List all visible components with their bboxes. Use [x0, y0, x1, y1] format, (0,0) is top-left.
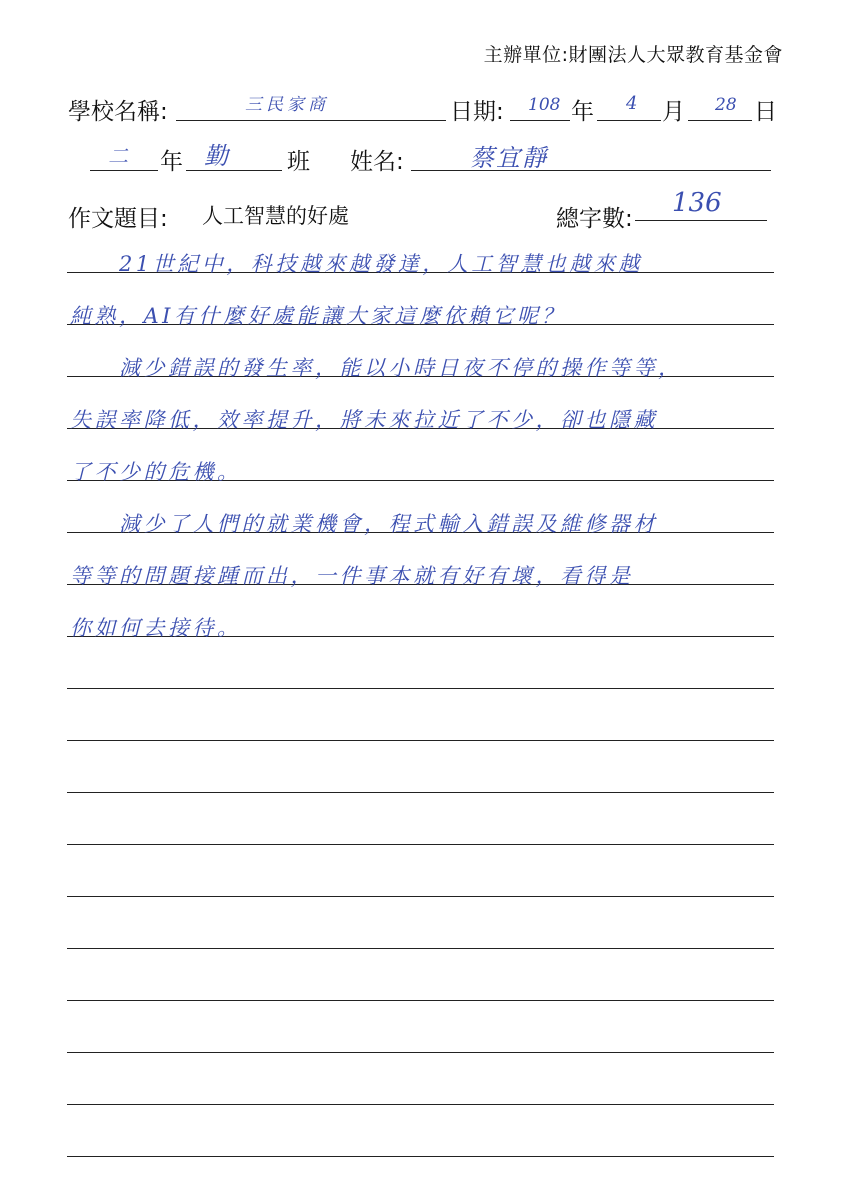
name-label: 姓名:	[350, 149, 404, 175]
essay-line-8: 你如何去接待。	[70, 616, 242, 640]
essay-line-7: 等等的問題接踵而出，一件事本就有好有壞，看得是	[70, 564, 634, 588]
topic-value: 人工智慧的好處	[202, 204, 349, 228]
organizer-header: 主辦單位:財團法人大眾教育基金會	[483, 44, 783, 66]
essay-line-5: 了不少的危機。	[70, 460, 242, 484]
ruled-line	[67, 1052, 774, 1053]
essay-line-1: 21世紀中，科技越來越發達，人工智慧也越來越	[70, 252, 643, 276]
class-underline	[186, 170, 282, 171]
school-label: 學校名稱:	[68, 99, 168, 125]
date-month-value[interactable]: 4	[626, 93, 638, 114]
school-value[interactable]: 三民家商	[245, 95, 329, 115]
ruled-line	[67, 896, 774, 897]
essay-line-2: 純熟，AI有什麼好處能讓大家這麼依賴它呢？	[70, 304, 566, 328]
name-value[interactable]: 蔡宜靜	[470, 144, 548, 172]
essay-line-4: 失誤率降低，效率提升，將未來拉近了不少，卻也隱藏	[70, 408, 658, 432]
date-label: 日期:	[450, 99, 504, 125]
date-day-underline	[688, 120, 752, 121]
name-underline	[411, 170, 771, 171]
year-label: 年	[571, 99, 594, 125]
topic-label: 作文題目:	[68, 206, 168, 232]
class-label: 班	[287, 149, 310, 175]
wordcount-label: 總字數:	[556, 206, 633, 232]
date-year-value[interactable]: 108	[528, 95, 561, 115]
grade-underline	[90, 170, 158, 171]
essay-line-6: 減少了人們的就業機會，程式輸入錯誤及維修器材	[70, 512, 658, 536]
ruled-line	[67, 1104, 774, 1105]
grade-value[interactable]: 二	[108, 144, 128, 168]
ruled-line	[67, 792, 774, 793]
ruled-line	[67, 1000, 774, 1001]
essay-line-3: 減少錯誤的發生率，能以小時日夜不停的操作等等，	[70, 356, 683, 380]
day-label: 日	[754, 99, 777, 125]
date-day-value[interactable]: 28	[715, 95, 737, 115]
month-label: 月	[662, 99, 685, 125]
ruled-line	[67, 740, 774, 741]
date-month-underline	[597, 120, 661, 121]
ruled-line	[67, 844, 774, 845]
wordcount-value[interactable]: 136	[672, 188, 722, 218]
ruled-line	[67, 1156, 774, 1157]
school-underline	[176, 120, 446, 121]
class-value[interactable]: 勤	[204, 142, 228, 170]
ruled-line	[67, 688, 774, 689]
date-year-underline	[510, 120, 570, 121]
grade-label: 年	[160, 149, 183, 175]
ruled-line	[67, 948, 774, 949]
wordcount-underline	[635, 220, 767, 221]
